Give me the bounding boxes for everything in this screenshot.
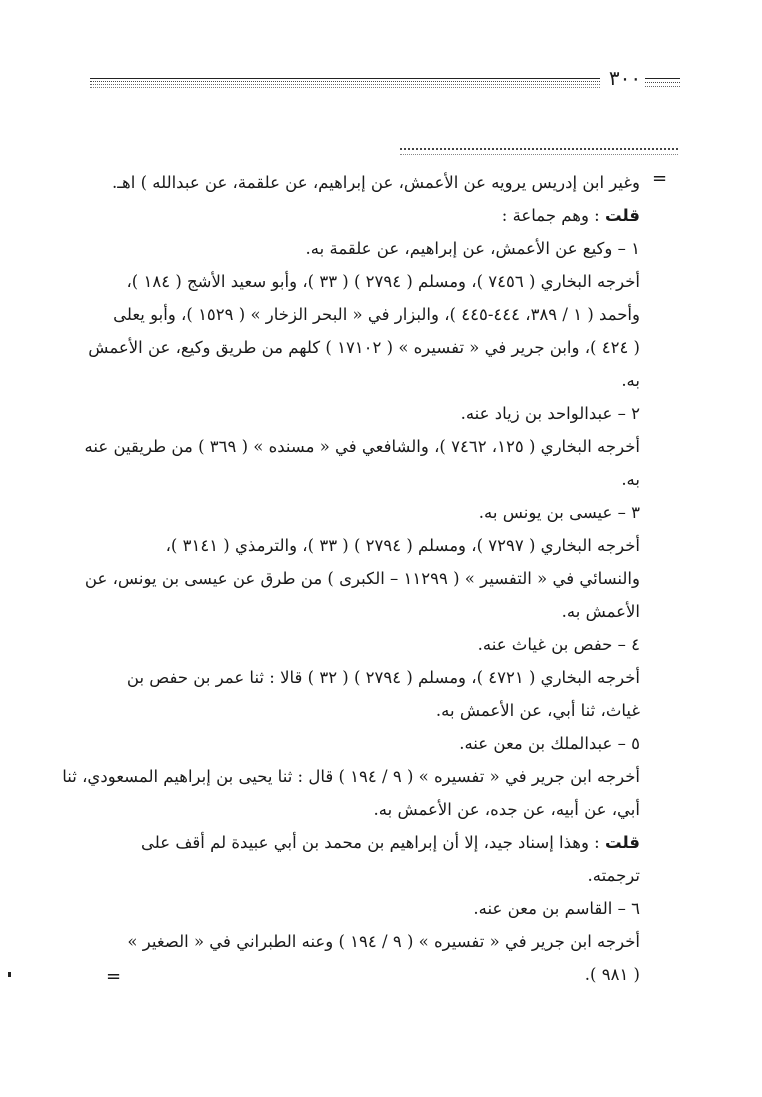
footnote-line: أخرجه البخاري ( ١٢٥، ٧٤٦٢ )، والشافعي في « مسنده » ( ٣٦٩ ) من طريقين عنه: [84, 437, 640, 456]
footnote-line: والنسائي في « التفسير » ( ١١٢٩٩ – الكبرى ) من طرق عن عيسى بن يونس، عن: [84, 569, 640, 588]
footnote-line: أبي، عن أبيه، عن جده، عن الأعمش به.: [373, 800, 640, 819]
footnote-separator: [400, 154, 678, 155]
header-rule: [645, 78, 680, 79]
footnote-line: ( ٩٨١ ).: [584, 965, 640, 984]
footnote-line: أخرجه البخاري ( ٧٢٩٧ )، ومسلم ( ٢٧٩٤ ) ( ٣٣ )، والترمذي ( ٣١٤١ )،: [165, 536, 640, 555]
footnote-line: ٣ – عيسى بن يونس به.: [478, 503, 640, 522]
continuation-mark-top: =: [652, 168, 668, 189]
footnote-line: ترجمته.: [587, 866, 640, 885]
footnote-line: ١ – وكيع عن الأعمش، عن إبراهيم، عن علقمة به.: [305, 239, 640, 258]
footnote-line: أخرجه ابن جرير في « تفسيره » ( ٩ / ١٩٤ ) وعنه الطبراني في « الصغير »: [127, 932, 640, 951]
qult-label: قلت: [604, 833, 640, 852]
header-rule: [90, 81, 600, 82]
footnote-line: ٦ – القاسم بن معن عنه.: [473, 899, 640, 918]
page-header: [90, 66, 680, 100]
footnote-line: ٤ – حفص بن غياث عنه.: [477, 635, 640, 654]
footnote-line: الأعمش به.: [561, 602, 640, 621]
footnote-line: ( ٤٢٤ )، وابن جرير في « تفسيره » ( ١٧١٠٢ ) كلهم من طريق وكيع، عن الأعمش: [88, 338, 640, 357]
footnote-line: ٢ – عبدالواحد بن زياد عنه.: [460, 404, 640, 423]
footnote-line: قلت : وهم جماعة :: [501, 206, 640, 225]
page-number: ٣٠٠: [608, 66, 642, 90]
footnote-line: وغير ابن إدريس يرويه عن الأعمش، عن إبراهيم، عن علقمة، عن عبدالله ) اهـ.: [111, 173, 640, 192]
footnote-line: به.: [621, 470, 640, 489]
footnote-separator: [400, 148, 678, 150]
header-rule: [645, 86, 680, 87]
footnote-line: قلت : وهذا إسناد جيد، إلا أن إبراهيم بن محمد بن أبي عبيدة لم أقف على: [141, 833, 640, 852]
margin-dot: [8, 972, 11, 977]
header-rule: [90, 87, 600, 88]
footnote-line: وأحمد ( ١ / ٣٨٩، ٤٤٤-٤٤٥ )، والبزار في « البحر الزخار » ( ١٥٢٩ )، وأبو يعلى: [113, 305, 640, 324]
header-rule: [645, 82, 680, 83]
header-rule: [90, 78, 600, 79]
continuation-mark-bottom: =: [106, 966, 122, 987]
footnote-body: [62, 166, 640, 991]
footnote-line: غياث، ثنا أبي، عن الأعمش به.: [435, 701, 640, 720]
footnote-line: أخرجه ابن جرير في « تفسيره » ( ٩ / ١٩٤ ) قال : ثنا يحيى بن إبراهيم المسعودي، ثنا: [62, 767, 640, 786]
footnote-line: أخرجه البخاري ( ٧٤٥٦ )، ومسلم ( ٢٧٩٤ ) ( ٣٣ )، وأبو سعيد الأشج ( ١٨٤ )،: [126, 272, 640, 291]
footnote-line: به.: [621, 371, 640, 390]
footnote-line: ٥ – عبدالملك بن معن عنه.: [459, 734, 640, 753]
qult-label: قلت: [604, 206, 640, 225]
header-rule: [90, 84, 600, 85]
footnote-line: أخرجه البخاري ( ٤٧٢١ )، ومسلم ( ٢٧٩٤ ) ( ٣٢ ) قالا : ثنا عمر بن حفص بن: [126, 668, 640, 687]
